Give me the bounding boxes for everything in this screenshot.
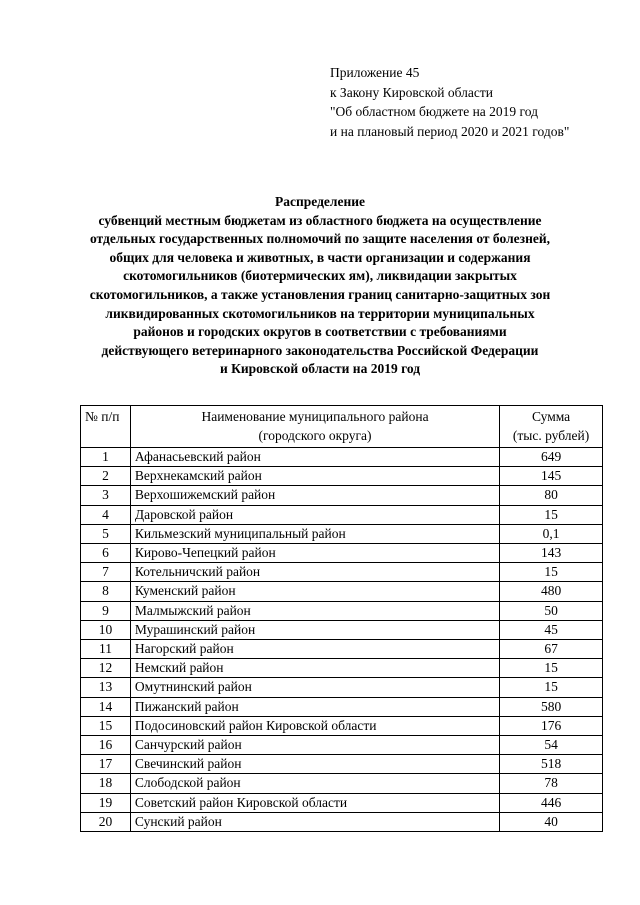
title-line: районов и городских округов в соответствии с требованиями bbox=[133, 324, 507, 340]
cell-sum: 15 bbox=[500, 678, 603, 697]
cell-sum: 50 bbox=[500, 601, 603, 620]
table-row bbox=[81, 678, 603, 697]
cell-num: 16 bbox=[81, 736, 131, 755]
title-line: общих для человека и животных, в части организации и содержания bbox=[109, 249, 531, 265]
document-title bbox=[60, 193, 580, 379]
cell-num: 2 bbox=[81, 467, 131, 486]
appendix-line: и на плановый период 2020 и 2021 годов" bbox=[330, 123, 570, 139]
cell-sum: 176 bbox=[500, 716, 603, 735]
table-row bbox=[81, 582, 603, 601]
table-row bbox=[81, 563, 603, 582]
cell-num: 19 bbox=[81, 793, 131, 812]
header-name: Наименование муниципального района (городского округа) bbox=[130, 406, 499, 448]
cell-sum: 15 bbox=[500, 659, 603, 678]
cell-num: 8 bbox=[81, 582, 131, 601]
cell-sum: 45 bbox=[500, 620, 603, 639]
table-row bbox=[81, 467, 603, 486]
title-line: Распределение bbox=[274, 194, 366, 209]
cell-sum: 15 bbox=[500, 505, 603, 524]
cell-name: Мурашинский район bbox=[130, 620, 499, 639]
cell-num: 17 bbox=[81, 755, 131, 774]
cell-name: Подосиновский район Кировской области bbox=[130, 716, 499, 735]
table-body bbox=[81, 448, 603, 832]
table-row bbox=[81, 640, 603, 659]
title-line: действующего ветеринарного законодательства Российской Федерации bbox=[101, 342, 539, 358]
cell-name: Верхошижемский район bbox=[130, 486, 499, 505]
cell-num: 18 bbox=[81, 774, 131, 793]
table-row bbox=[81, 620, 603, 639]
table-row bbox=[81, 486, 603, 505]
table-row bbox=[81, 755, 603, 774]
cell-sum: 0,1 bbox=[500, 524, 603, 543]
cell-sum: 15 bbox=[500, 563, 603, 582]
header-number: № п/п bbox=[81, 406, 131, 448]
cell-num: 10 bbox=[81, 620, 131, 639]
cell-num: 9 bbox=[81, 601, 131, 620]
cell-num: 5 bbox=[81, 524, 131, 543]
title-line: скотомогильников, а также установления границ санитарно-защитных зон bbox=[89, 286, 551, 302]
table-row bbox=[81, 812, 603, 831]
appendix-line: "Об областном бюджете на 2019 год bbox=[330, 104, 538, 119]
table-row bbox=[81, 448, 603, 467]
cell-name: Афанасьевский район bbox=[130, 448, 499, 467]
cell-sum: 580 bbox=[500, 697, 603, 716]
appendix-line: Приложение 45 bbox=[330, 65, 420, 80]
appendix-line: к Закону Кировской области bbox=[330, 84, 494, 100]
cell-name: Малмыжский район bbox=[130, 601, 499, 620]
cell-num: 6 bbox=[81, 544, 131, 563]
table-row bbox=[81, 716, 603, 735]
table-row bbox=[81, 544, 603, 563]
cell-name: Куменский район bbox=[130, 582, 499, 601]
cell-sum: 518 bbox=[500, 755, 603, 774]
cell-sum: 54 bbox=[500, 736, 603, 755]
table-header-row bbox=[81, 406, 603, 448]
cell-sum: 67 bbox=[500, 640, 603, 659]
distribution-table bbox=[80, 405, 603, 832]
table-row bbox=[81, 697, 603, 716]
cell-num: 1 bbox=[81, 448, 131, 467]
title-line: и Кировской области на 2019 год bbox=[219, 361, 421, 377]
table-row bbox=[81, 774, 603, 793]
cell-num: 13 bbox=[81, 678, 131, 697]
table-row bbox=[81, 524, 603, 543]
title-line: ликвидированных скотомогильников на территории муниципальных bbox=[105, 305, 535, 321]
table-row bbox=[81, 793, 603, 812]
cell-name: Санчурский район bbox=[130, 736, 499, 755]
cell-sum: 649 bbox=[500, 448, 603, 467]
cell-num: 14 bbox=[81, 697, 131, 716]
table-row bbox=[81, 601, 603, 620]
cell-sum: 480 bbox=[500, 582, 603, 601]
cell-sum: 78 bbox=[500, 774, 603, 793]
title-line: субвенций местным бюджетам из областного бюджета на осуществление bbox=[98, 212, 542, 228]
cell-sum: 40 bbox=[500, 812, 603, 831]
cell-name: Кильмезский муниципальный район bbox=[130, 524, 499, 543]
cell-sum: 80 bbox=[500, 486, 603, 505]
cell-name: Пижанский район bbox=[130, 697, 499, 716]
table-row bbox=[81, 659, 603, 678]
cell-name: Слободской район bbox=[130, 774, 499, 793]
cell-num: 7 bbox=[81, 563, 131, 582]
appendix-reference bbox=[330, 63, 569, 141]
cell-name: Немский район bbox=[130, 659, 499, 678]
cell-num: 11 bbox=[81, 640, 131, 659]
cell-num: 4 bbox=[81, 505, 131, 524]
table-row bbox=[81, 736, 603, 755]
cell-sum: 145 bbox=[500, 467, 603, 486]
cell-num: 15 bbox=[81, 716, 131, 735]
cell-num: 12 bbox=[81, 659, 131, 678]
header-sum: Сумма (тыс. рублей) bbox=[500, 406, 603, 448]
cell-name: Даровской район bbox=[130, 505, 499, 524]
cell-name: Нагорский район bbox=[130, 640, 499, 659]
cell-name: Омутнинский район bbox=[130, 678, 499, 697]
cell-name: Верхнекамский район bbox=[130, 467, 499, 486]
cell-name: Сунский район bbox=[130, 812, 499, 831]
cell-name: Советский район Кировской области bbox=[130, 793, 499, 812]
cell-name: Свечинский район bbox=[130, 755, 499, 774]
cell-sum: 143 bbox=[500, 544, 603, 563]
title-line: скотомогильников (биотермических ям), ликвидации закрытых bbox=[123, 268, 517, 284]
cell-sum: 446 bbox=[500, 793, 603, 812]
title-line: отдельных государственных полномочий по защите населения от болезней, bbox=[89, 231, 550, 247]
cell-name: Кирово-Чепецкий район bbox=[130, 544, 499, 563]
cell-name: Котельничский район bbox=[130, 563, 499, 582]
table-row bbox=[81, 505, 603, 524]
cell-num: 3 bbox=[81, 486, 131, 505]
cell-num: 20 bbox=[81, 812, 131, 831]
